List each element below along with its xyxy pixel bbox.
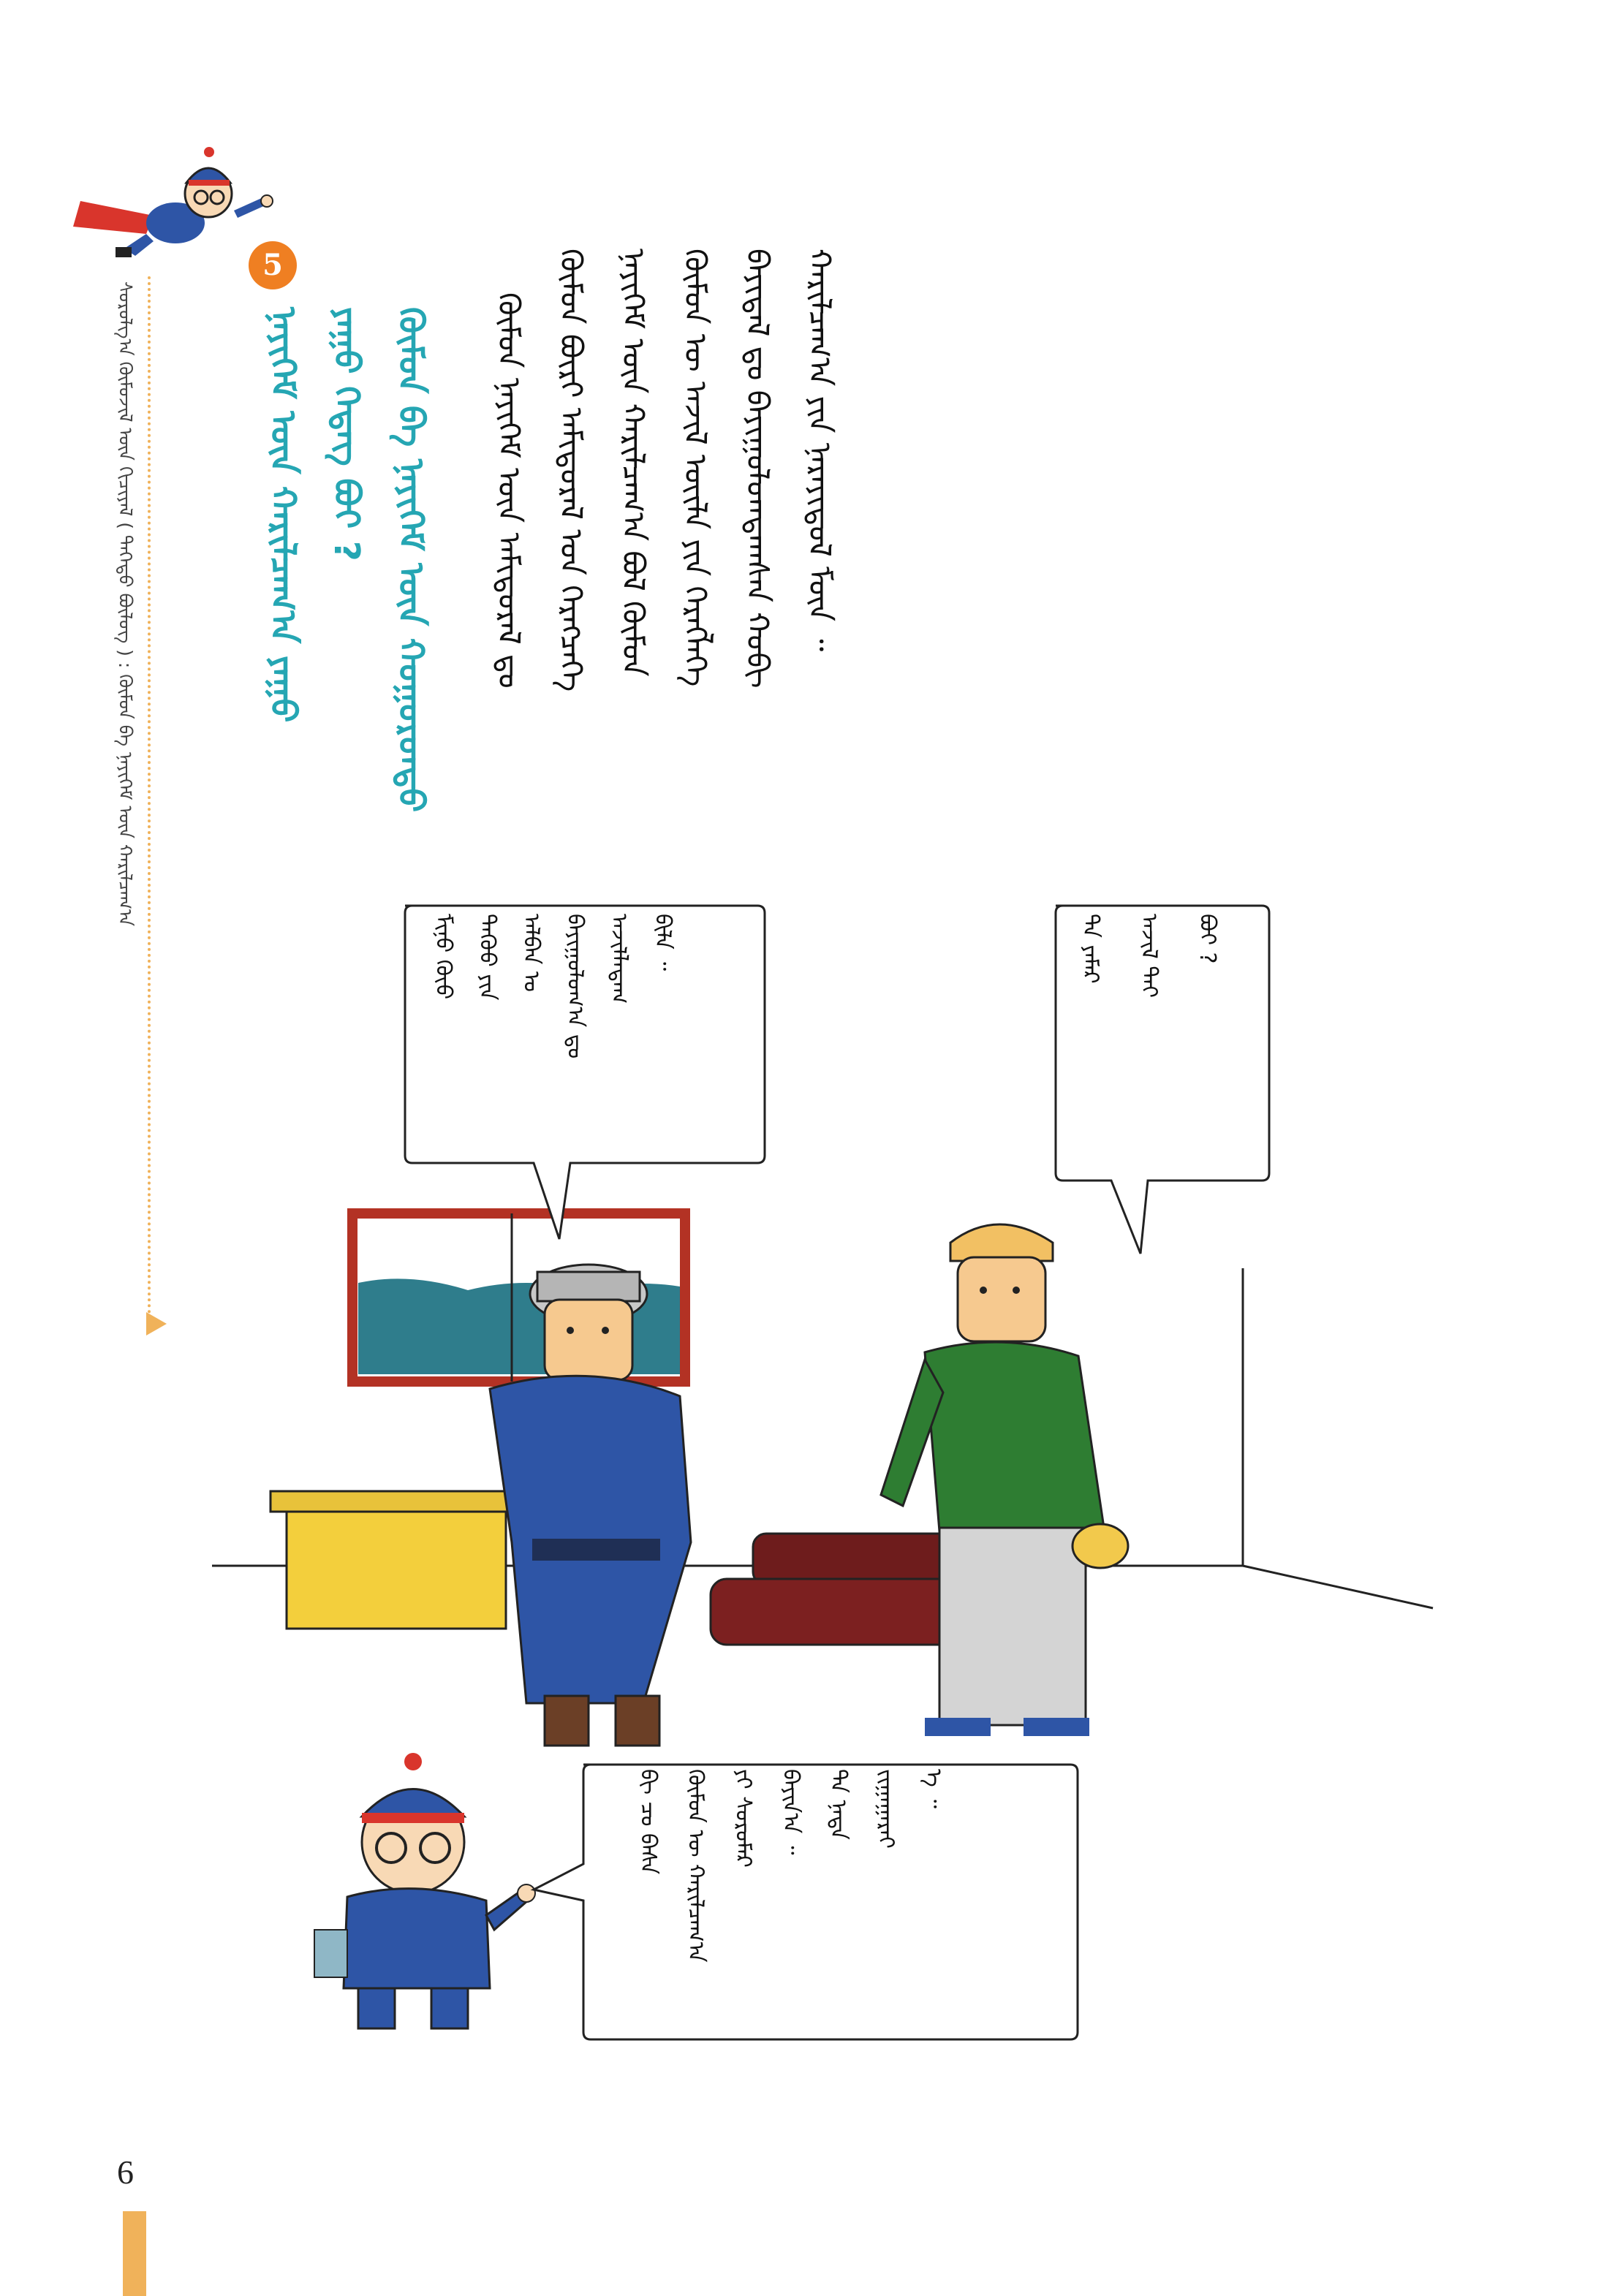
page-edge-tab: [123, 2211, 146, 2296]
boy-bubble-line-7: ᠡ ᠃: [920, 1769, 946, 1808]
body-line-5: ᠪᠠᠶᠢᠳᠠᠯ ᠳᠤ ᠪᠠᠶᠢᠭᠤᠯᠤᠭᠳᠠᠭᠰᠠᠨ ᠬᠤᠪᠢ: [740, 249, 776, 689]
body-line-6: ᠬᠠᠷᠢᠯᠴᠠᠭ᠎ᠠ ᠶᠢᠨ ᠨᠡᠷᠡᠶᠢᠳᠦᠯ ᠮᠥᠨ ᠃: [802, 249, 838, 652]
body-line-2: ᠬᠦᠮᠦᠨ ᠪᠦᠷᠢ ᠠᠮᠢᠳᠤᠷᠠᠯ ᠤᠨ ᠬᠡᠷᠡᠭᠴᠡᠭᠡ: [553, 249, 589, 692]
page-number: 6: [117, 2153, 134, 2191]
visitor-bubble-text: [1071, 914, 1261, 1162]
question-line-3: ᠬᠦᠮᠦᠨ ᠪᠠ ᠨᠡᠶᠢᠭᠡᠮ ᠦᠨ ᠬᠤᠭᠤᠷᠤᠨᠳᠤ: [390, 307, 431, 813]
elder-bubble-line-1: ᠮᠢᠨᠤ ᠬᠦᠦ: [431, 914, 456, 1000]
boy-bubble-line-6: ᠵᠢᠭᠠᠭᠠᠷᠠᠢ: [873, 1769, 898, 1849]
header-dotted-rule: [148, 276, 151, 1314]
elder-bubble-line-2: ᠳᠡᠭᠦᠦ ᠶᠢᠨ: [474, 914, 500, 1001]
boy-bubble-text: [629, 1769, 1067, 2025]
flying-mascot-illustration: [66, 132, 285, 322]
body-line-3: ᠨᠡᠶᠢᠭᠡᠮ ᠦᠨ ᠬᠠᠷᠢᠯᠴᠠᠭ᠎ᠠ ᠪᠤᠯ ᠬᠦᠮᠦᠨ: [616, 249, 651, 677]
boy-bubble-line-2: ᠬᠦᠮᠦᠨ ᠦ ᠬᠠᠷᠢᠯᠴᠠᠭ᠎ᠠ: [683, 1769, 708, 1963]
elder-bubble-line-6: ᠪᠢᠯᠡ ᠃: [650, 914, 676, 971]
visitor-bubble-line-2: ᠠᠵᠢᠯ ᠲᠠᠢ: [1136, 914, 1162, 998]
body-line-4: ᠬᠦᠮᠦᠨ ᠦ ᠠᠵᠢᠯ ᠦᠢᠯᠡ ᠶᠢᠨ ᠬᠡᠷᠡᠭᠯᠡᠭᠡ: [678, 249, 714, 687]
elder-bubble-line-4: ᠪᠠᠶᠢᠭᠤᠯᠤᠭ᠎ᠠ ᠳᠤ: [562, 914, 588, 1059]
running-header: ᠰᠤᠷᠤᠯᠭ᠎ᠠ ᠬᠦᠮᠦᠵᠢᠯ ᠦᠨ ᠬᠢᠴᠢᠶᠡᠯ ( ᠳᠡᠭᠡᠳᠦ ᠪᠦᠯᠦᠭ ) : ᠬᠦᠮᠦᠨ ᠪᠠ ᠨᠡᠶᠢᠭᠡᠮ ᠦᠨ ᠬᠠᠷᠢᠯᠴᠠᠭ᠎ᠠ: [115, 281, 136, 927]
question-line-2: ᠶᠠᠭᠤ ᠭᠡᠳᠡᠭ ᠪᠤᠢ ?: [326, 307, 367, 561]
boy-bubble-line-1: ᠪᠢ ᠴᠤ ᠪᠠᠰᠠ: [635, 1769, 661, 1875]
boy-bubble-line-3: ᠶᠢ ᠰᠤᠷᠤᠮᠠᠷ: [730, 1769, 756, 1868]
elder-bubble-line-5: ᠠᠵᠢᠯᠯᠠᠳᠠᠭ: [606, 914, 632, 1004]
rule-arrow-icon: [146, 1312, 167, 1335]
visitor-bubble-line-3: ᠪᠤᠢ ?: [1195, 914, 1220, 964]
boy-bubble-line-4: ᠪᠠᠶᠢᠨ᠎ᠠ ᠃: [778, 1769, 803, 1855]
section-number-badge: 5: [249, 241, 297, 289]
question-line-1: ᠨᠡᠶᠢᠭᠡᠮ ᠦᠨ ᠬᠠᠷᠢᠯᠴᠠᠭ᠎ᠠ ᠶᠠᠭᠤ: [262, 307, 303, 723]
boy-bubble-line-5: ᠲᠠ ᠨᠠᠳᠠ: [825, 1769, 851, 1840]
elder-bubble-text: [424, 914, 746, 1148]
visitor-bubble-line-1: ᠲᠠ ᠶᠠᠮᠠᠷ: [1078, 914, 1103, 984]
body-line-1: ᠬᠦᠮᠦᠨ ᠨᠡᠶᠢᠭᠡᠮ ᠦᠨ ᠠᠮᠢᠳᠤᠷᠠᠯ ᠳᠤ: [491, 292, 527, 689]
elder-bubble-line-3: ᠠᠯᠪᠠᠨ ᠤ: [518, 914, 544, 992]
